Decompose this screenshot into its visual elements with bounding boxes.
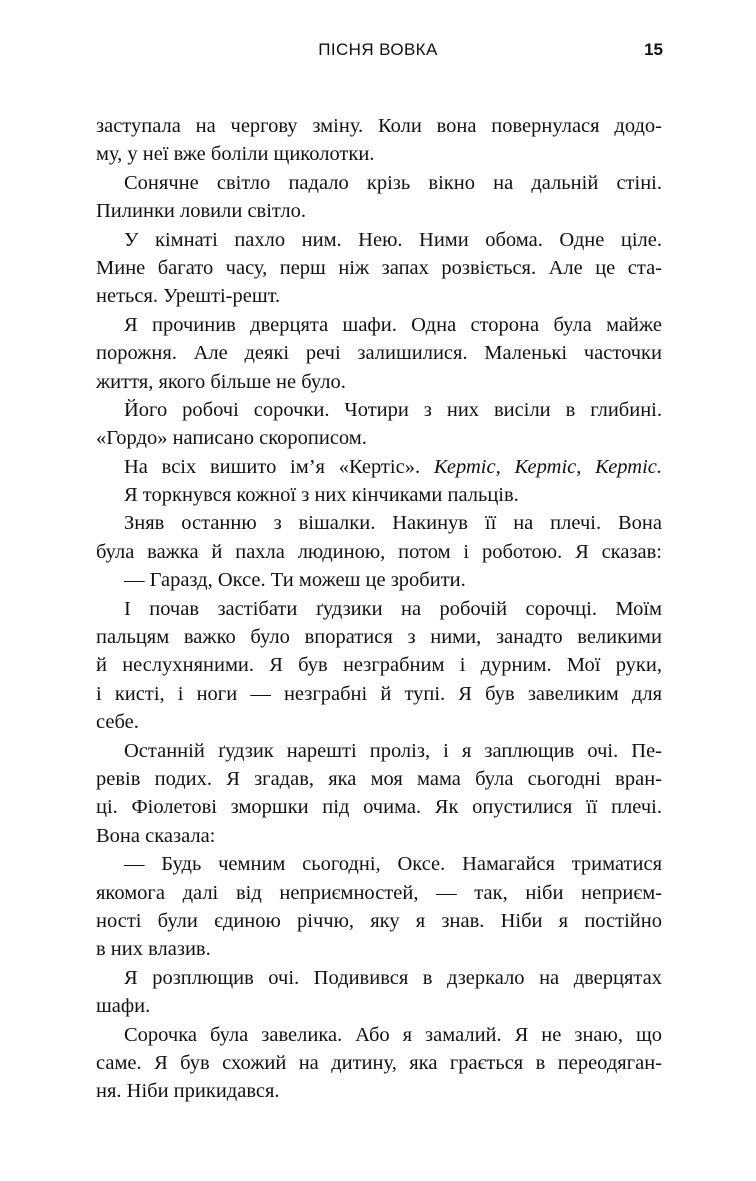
text-line: У кімнаті пахло ним. Нею. Ними обома. Одне ціле. bbox=[124, 228, 662, 251]
text-line: і кисті, і ноги — незграбні й тупі. Я був завеликим для bbox=[96, 682, 662, 705]
body-text bbox=[96, 112, 662, 1106]
text-line: Сорочка була завелика. Або я замалий. Я не знаю, що bbox=[124, 1023, 662, 1046]
text-line: Я прочинив дверцята шафи. Одна сторона була майже bbox=[124, 313, 662, 336]
text-line: Сонячне світло падало крізь вікно на дальній стіні. bbox=[124, 171, 662, 194]
text-line: му, у неї вже боліли щиколотки. bbox=[96, 143, 375, 166]
text-line: й неслухняними. Я був незграбним і дурним. Мої руки, bbox=[96, 654, 662, 677]
text-line: «Гордо» написано скорописом. bbox=[96, 427, 367, 450]
text-line: ревів подих. Я згадав, яка моя мама була сьогодні вран- bbox=[96, 767, 662, 790]
text-line: шафи. bbox=[96, 995, 151, 1018]
text-line: Зняв останню з вішалки. Накинув її на плечі. Вона bbox=[124, 512, 662, 535]
text-line-italic: Кертіс, Кертіс, Кертіс. bbox=[433, 455, 662, 478]
text-line: — Гаразд, Оксе. Ти можеш це зробити. bbox=[124, 569, 466, 592]
running-title: ПІСНЯ ВОВКА bbox=[318, 40, 438, 59]
text-line: заступала на чергову зміну. Коли вона повернулася додо- bbox=[96, 115, 662, 137]
text-line-with-italic bbox=[96, 453, 662, 481]
text-line: Пилинки ловили світло. bbox=[96, 200, 306, 223]
text-line: Я торкнувся кожної з них кінчиками пальців. bbox=[124, 484, 519, 507]
text-line: ці. Фіолетові зморшки під очима. Як опустилися її плечі. bbox=[96, 796, 662, 819]
text-line: неться. Урешті-решт. bbox=[96, 285, 281, 308]
text-line: Мине багато часу, перш ніж запах розвіється. Але це ста- bbox=[96, 256, 662, 279]
page-number: 15 bbox=[644, 40, 663, 59]
text-line: була важка й пахла людиною, потом і роботою. Я сказав: bbox=[96, 540, 662, 563]
text-line: І почав застібати ґудзики на робочій сорочці. Моїм bbox=[124, 597, 662, 620]
page-header bbox=[0, 40, 756, 64]
text-line: себе. bbox=[96, 711, 139, 734]
text-line: життя, якого більше не було. bbox=[96, 370, 346, 393]
text-line: — Будь чемним сьогодні, Оксе. Намагайся триматися bbox=[124, 853, 662, 876]
text-line: Його робочі сорочки. Чотири з них висіли в глибині. bbox=[124, 398, 662, 421]
text-line: ня. Ніби прикидався. bbox=[96, 1080, 280, 1103]
text-line: Я розплющив очі. Подивився в дзеркало на дверцятах bbox=[124, 966, 662, 989]
text-line: пальцям важко було впоратися з ними, занадто великими bbox=[96, 626, 662, 649]
text-line: якомога далі від неприємностей, — так, ніби неприєм- bbox=[96, 881, 662, 904]
text-line-roman: На всіх вишито ім’я «Кертіс». bbox=[124, 455, 421, 478]
text-line: саме. Я був схожий на дитину, яка грається в переодяган- bbox=[96, 1051, 662, 1074]
text-line: Останній ґудзик нарешті проліз, і я заплющив очі. Пе- bbox=[124, 739, 662, 762]
text-line: Вона сказала: bbox=[96, 824, 216, 847]
text-line: ності були єдиною річчю, яку я знав. Ніби я постійно bbox=[96, 909, 662, 932]
text-line: порожня. Але деякі речі залишилися. Маленькі часточки bbox=[96, 342, 662, 365]
text-line: в них влазив. bbox=[96, 938, 211, 961]
